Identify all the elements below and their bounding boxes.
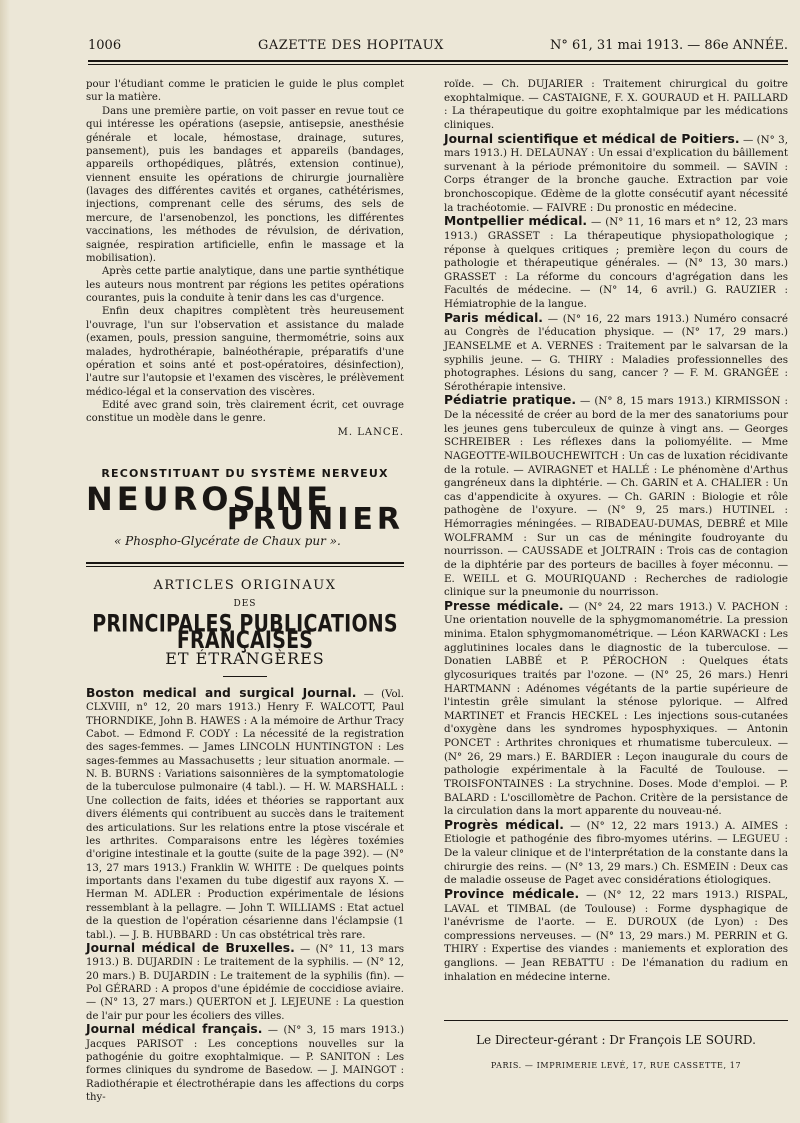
ad-description: « Phospho-Glycérate de Chaux pur ». [114, 533, 341, 548]
entry-body: — (N° 16, 22 mars 1913.) Numéro consacré au Congrès de l'éducation physique. — (N° 17, 29 mars.) JEANSELME et A. VERNES : Traitement par le salvarsan de la syphilis jeune. — G. THIRY : Maladies professionnelles des photographes. Lésions du sang, cancer ? — F. M. GRANGÉE : Sérothérapie intensive. [444, 312, 788, 393]
entry-body: — (N° 3, mars 1913.) H. DELAUNAY : Un essai d'explication du bâillement survenant à la période prémonitoire du sommeil. — SAVIN : Corps étranger de la bronche gauche. Extraction par voie bronchoscopique. Œdème de la glotte consécutif ayant nécessité la trachéotomie. — FAIVRE : Du pronostic en médecine. [444, 133, 789, 214]
right-column [444, 78, 788, 984]
ad-product-name: NEUROSINE [86, 479, 333, 518]
journal-name: Journal médical français. [86, 1022, 263, 1037]
entry-body: — (N° 11, 13 mars 1913.) B. DUJARDIN : Le traitement de la syphilis. — (N° 12, 20 mars.) B. DUJARDIN : Le traitement de la syphilis (fin). — Pol GÉRARD : A propos d'une épidémie de coccidiose aviaire. — (N° 13, 27 mars.) QUERTON et J. LEJEUNE : La question de l'air pur pour les écoliers des villes. [86, 943, 404, 1022]
short-rule [223, 676, 267, 677]
journal-name: Boston medical and surgical Journal. [86, 685, 357, 700]
entry-body: — (N° 3, 15 mars 1913.) Jacques PARISOT : Les conceptions nouvelles sur la pathogénie du goitre exophtalmique. — P. SANITON : Les formes cliniques du syndrome de Basedow. — J. MAINGOT : Radiothérapie et électrothérapie dans les affections du corps thy- [86, 1025, 405, 1103]
journal-entry [444, 312, 788, 395]
journal-entry [444, 819, 788, 888]
section-main-title: PRINCIPALES PUBLICATIONS FRANÇAISES [92, 610, 398, 655]
left-column [86, 78, 404, 1104]
journal-name: Paris médical. [444, 310, 543, 325]
entry-body: — (Vol. CLXVIII, n° 12, 20 mars 1913.) Henry F. WALCOTT, Paul THORNDIKE, John B. HAWES : A la mémoire de Arthur Tracy Cabot. — Edmond F. CODY : La nécessité de la registration des sages-femmes. — James LINCOLN HUNTINGTON : Les sages-femmes au Massachusetts ; leur situation anormale. — N. B. BURNS : Variations saisonnières de la symptomatologie de la tuberculose pulmonaire (4 tabl.). — H. W. MARSHALL : Une collection de faits, idées et théories se rapportant aux divers éléments qui contribuent au succès dans le traitement des articulations. Sur les relations entre la ptose viscérale et les arthrites. Comparaisons entre les légères toxémies d'origine intestinale et la goutte (suite de la page 392). — (N° 13, 27 mars 1913.) Franklin W. WHITE : De quelques points importants dans l'examen du tube digestif aux rayons X. — Herman M. ADLER : Production expérimentale de lésions ressemblant à la pellagre. — John T. WILLIAMS : Etat actuel de la question de l'opération césarienne dans l'éclampsie (1 tabl.). — J. B. HUBBARD : Un cas obstétrical très rare. [86, 688, 404, 941]
paragraph: pour l'étudiant comme le praticien le guide le plus complet sur la matière. [86, 79, 404, 104]
entry-body: — (N° 12, 22 mars 1913.) RISPAL, LAVAL et TIMBAL (de Toulouse) : Forme dysphagique de l'anévrisme de l'aorte. — E. DUROUX (de Lyon) : Des compressions nerveuses. — (N° 13, 29 mars.) M. PERRIN et G. THIRY : Expertise des viandes : maniements et exploration des ganglions. — Jean REBATTU : De l'émanation du radium en inhalation en médecine interne. [444, 888, 788, 983]
journal-entry [444, 133, 788, 216]
printer-line: PARIS. — IMPRIMERIE LEVÉ, 17, RUE CASSETTE, 17 [490, 1061, 742, 1070]
section-des: DES [233, 599, 257, 610]
journal-name: Pédiatrie pratique. [444, 393, 577, 408]
page-footer [444, 1020, 788, 1070]
ad-tagline: RECONSTITUANT DU SYSTÈME NERVEUX [101, 467, 389, 481]
section-rule [86, 562, 404, 567]
footer-rule [444, 1020, 788, 1021]
review-signature: M. LANCE. [337, 426, 404, 438]
paragraph: Dans une première partie, on voit passer en revue tout ce qui intéresse les opérations (asepsie, antisepsie, anesthésie générale et locale, hémostase, drainage, sutures, pansement), puis les bandages et appareils (bandages, appareils orthopédiques, plâtrés, extension continue), viennent ensuite les opérations de chirurgie journalière (lavages des différentes cavités et organes, cathétérismes, injections, comprenant celle des sérums, des sels de mercure, de l'arsenobenzol, les ponctions, les différentes vaccinations, les méthodes de révulsion, de dérivation, saignée, respiration artificielle, enfin le massage et la mobilisation). [86, 105, 404, 264]
entry-body: — (N° 12, 22 mars 1913.) A. AIMES : Etiologie et pathogénie des fibro-myomes utérins. — LEGUEU : De la valeur clinique et de l'interprétation de la constante dans la chirurgie des reins. — (N° 13, 29 mars.) Ch. ESMEIN : Deux cas de maladie osseuse de Paget avec considérations étiologiques. [444, 819, 788, 887]
page-number: 1006 [88, 38, 122, 53]
journal-entry [444, 600, 788, 819]
entry-body: — (N° 24, 22 mars 1913.) V. PACHON : Une orientation nouvelle de la sphygmomanométrie. La pression minima. Etalon sphygmomanométrique. — Léon KARWACKI : Les agglutinines locales dans le diagnostic de la tuberculose. — Donatien LABBÉ et P. PÉROCHON : Quelques états glycosuriques traités par l'ozone. — (N° 25, 26 mars.) Henri HARTMANN : Adénomes végétants de la partie supérieure de l'intestin grêle simulant la sténose pylorique. — Alfred MARTINET et Francis HECKEL : Les injections sous-cutanées d'oxygène dans les syndromes hyposphyxiques. — Antonin PONCET : Arthrites chroniques et rhumatisme tuberculeux. — (N° 26, 29 mars.) E. BARDIER : Leçon inaugurale du cours de pathologie expérimentale à la Faculté de Toulouse. — TROISFONTAINES : La strychnine. Doses. Mode d'emploi. — P. BALARD : L'oscillomètre de Pachon. Critère de la persistance de la circulation dans la mort apparente du nouveau-né. [444, 600, 788, 818]
journal-name: Montpellier médical. [444, 214, 588, 229]
paragraph: Après cette partie analytique, dans une partie synthétique les auteurs nous montrent par régions les petites opérations courantes, puis la conduite à tenir dans les cas d'urgence. [86, 266, 404, 304]
journal-entry [444, 394, 788, 599]
journal-entry [86, 1023, 404, 1104]
journal-entry [444, 888, 788, 984]
paragraph: Enfin deux chapitres complètent très heureusement l'ouvrage, l'un sur l'observation et assistance du malade (examen, pouls, pression sanguine, thermométrie, soins aux malades, hydrothérapie, balnéothérapie, préparatifs d'une opération et soins anté et post-opératoires, désinfection), l'autre sur l'autopsie et l'examen des viscères, le prélèvement médico-légal et la conservation des viscères. [86, 306, 404, 398]
journal-name: Journal médical de Bruxelles. [86, 940, 295, 955]
entry-body: — (N° 11, 16 mars et n° 12, 23 mars 1913.) GRASSET : La thérapeutique physiopathologique ; réponse à quelques critiques ; première leçon du cours de pathologie et thérapeutique générales. — (N° 13, 30 mars.) GRASSET : La réforme du concours d'agrégation dans les Facultés de médecine. — (N° 14, 6 avril.) G. RAUZIER : Hémiatrophie de la langue. [444, 216, 789, 310]
journal-entry [86, 942, 404, 1023]
director-line: Le Directeur-gérant : Dr François LE SOURD. [476, 1033, 756, 1047]
journal-name: Province médicale. [444, 886, 580, 901]
header-rule-thick [88, 60, 788, 62]
header-rule-thin [88, 64, 788, 65]
journal-entry-continued: roïde. — Ch. DUJARIER : Traitement chirurgical du goitre exophtalmique. — CASTAIGNE, F. X. GOURAUD et H. PAILLARD : La thérapeutique du goitre exophtalmique par les médications cliniques. [444, 78, 788, 131]
journal-name: Presse médicale. [444, 598, 564, 613]
section-heading [86, 579, 404, 677]
journal-name: Progrès médical. [444, 817, 564, 832]
issue-info: N° 61, 31 mai 1913. — 86e ANNÉE. [550, 38, 788, 53]
journal-entry [86, 687, 404, 942]
paragraph: Edité avec grand soin, très clairement écrit, cet ouvrage constitue un modèle dans le genre. [86, 400, 404, 425]
page-header [88, 38, 788, 56]
section-title: ARTICLES ORIGINAUX [153, 577, 337, 593]
journal-title: GAZETTE DES HOPITAUX [258, 38, 444, 53]
journal-entry [444, 215, 788, 311]
entry-body: — (N° 8, 15 mars 1913.) KIRMISSON : De la nécessité de créer au bord de la mer des sanatoriums pour les jeunes gens tuberculeux de quinze à vingt ans. — Georges SCHREIBER : Les réflexes dans la poliomyélite. — Mme NAGEOTTE-WILBOUCHEWITCH : Un cas de luxation récidivante de la rotule. — AVIRAGNET et HALLÉ : Le phénomène d'Arthus gangréneux dans la diphtérie. — Ch. GARIN et A. CHALIER : Un cas d'appendicite à oxyures. — Ch. GARIN : Biologie et rôle pathogène de l'oxyure. — (N° 9, 25 mars.) HUTINEL : Hémorragies méningées. — RIBADEAU-DUMAS, DEBRÉ et Mlle WOLFRAMM : Sur un cas de méningite foudroyante du nourrisson. — CAUSSADE et JOLTRAIN : Trois cas de contagion de la diphtérie par des porteurs de bacilles à foyer méconnu. — E. WEILL et G. MOURIQUAND : Recherches de radiologie clinique sur la pneumonie du nourrisson. [444, 395, 789, 599]
section-subtitle: ET ÉTRANGÈRES [165, 649, 325, 669]
journal-name: Journal scientifique et médical de Poitiers. [444, 131, 740, 146]
page-edge [0, 0, 10, 1123]
advertisement [86, 467, 404, 548]
ad-brand: PRUNIER [226, 501, 404, 537]
